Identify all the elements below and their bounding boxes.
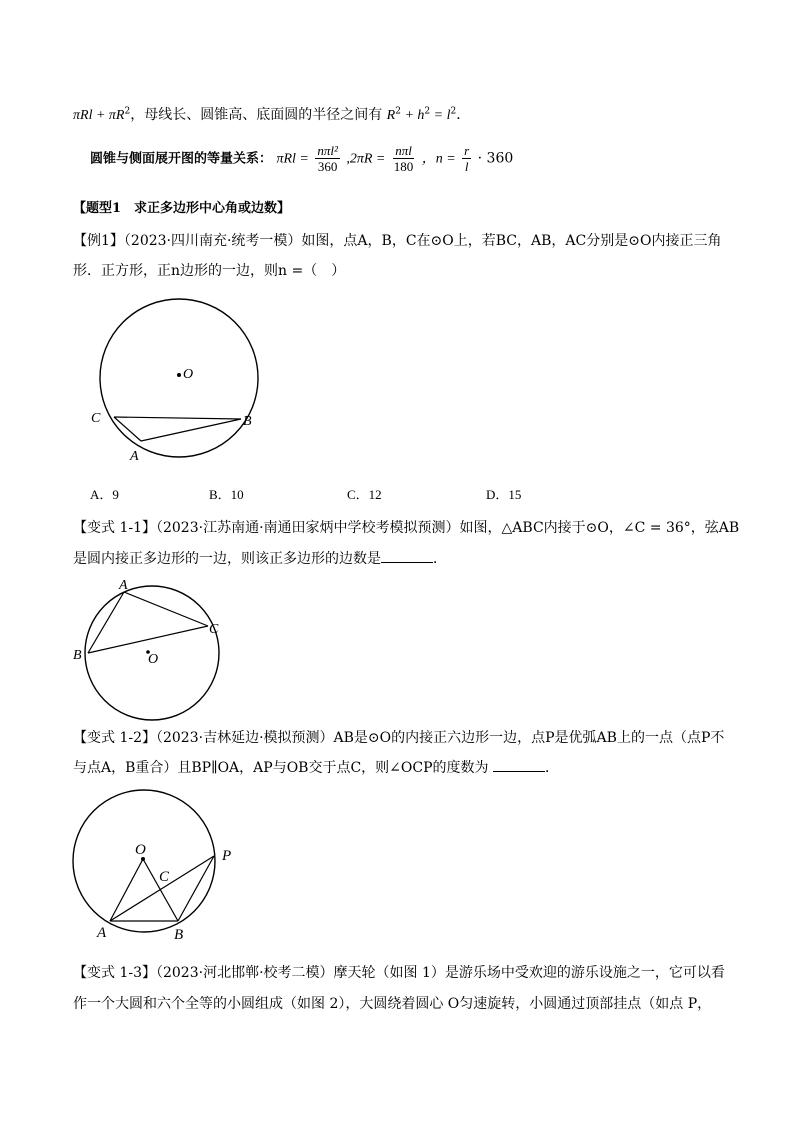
segment-bp (178, 856, 214, 921)
variant2-figure (58, 778, 258, 948)
variant2-line1: 【变式 1-2】（2023·吉林延边·模拟预测）AB是⊙O的内接正六边形一边，点P是优弧AB上的一点（点P不 (73, 730, 725, 746)
answer-blank[interactable] (493, 759, 545, 772)
label-c: C (159, 869, 170, 885)
choice-a[interactable]: A．9 (90, 487, 119, 502)
example1-line2: 形．正方形，正n边形的一边，则n =（ ） (73, 263, 346, 279)
chord-ac (124, 592, 208, 626)
label-b: B (174, 927, 184, 943)
variant2-line2: 与点A，B重合）且BP∥OA，AP与OB交于点C，则∠OCP的度数为 ． (73, 760, 559, 776)
label-o: O (135, 842, 146, 858)
label-p: P (222, 848, 232, 864)
variant3-line2: 作一个大圆和六个全等的小圆组成（如图 2），大圆绕着圆心 O匀速旋转，小圆通过顶部挂点（如点 P， (73, 996, 712, 1012)
fraction: $\frac{\text{nπl²}}{360}$ (317, 143, 338, 174)
section-heading: 【题型1 求正多边形中心角或边数】 (73, 201, 291, 216)
relation-line: 圆锥与侧面展开图的等量关系： πRl = $\frac{\text{nπl²}}{360}$ ,2πR = $\frac{\text{nπl}}{180}$ ，n = $\frac{r}{l}$ · 360 (90, 143, 514, 174)
formula-line: $\pi Rl + \pi R^2$，母线长、圆锥高、底面圆的半径之间有 $R^2 + h^2 = l^2$． (73, 106, 471, 123)
center-point (177, 373, 181, 377)
chord-ab (88, 592, 124, 653)
chord-ab (141, 419, 241, 441)
chord-bc (88, 626, 208, 653)
circle (100, 299, 258, 457)
choice-b[interactable]: B．10 (209, 487, 244, 502)
label-c: C (91, 411, 101, 426)
example1-line1: 【例1】（2023·四川南充·统考一模）如图，点A，B，C在⊙O上，若BC，AB，AC分别是⊙O内接正三角 (73, 233, 722, 249)
label-b: B (243, 414, 252, 429)
chord-cb (114, 417, 241, 419)
label-a: A (119, 578, 128, 593)
label-o: O (148, 652, 159, 667)
label-a: A (97, 925, 107, 941)
fraction: $\frac{r}{l}$ (464, 143, 470, 174)
label-o: O (183, 367, 194, 382)
answer-blank[interactable] (381, 550, 433, 563)
variant1-figure (70, 573, 230, 743)
fraction: $\frac{\text{nπl}}{180}$ (393, 143, 414, 174)
variant1-line2: 是圆内接正多边形的一边，则该正多边形的边数是 ． (73, 551, 447, 567)
example1-figure (88, 288, 288, 488)
variant1-line1: 【变式 1-1】（2023·江苏南通·南通田家炳中学校考模拟预测）如图，△ABC内接于⊙O，∠C = 36°，弦AB (73, 520, 740, 536)
label-a: A (130, 449, 139, 464)
segment-ap (110, 856, 214, 921)
label-c: C (209, 622, 219, 637)
choice-c[interactable]: C．12 (347, 487, 382, 502)
choice-d[interactable]: D．15 (486, 487, 522, 502)
variant3-line1: 【变式 1-3】（2023·河北邯郸·校考二模）摩天轮（如图 1）是游乐场中受欢迎的游乐设施之一，它可以看 (73, 965, 725, 981)
label-b: B (73, 648, 82, 663)
segment-oa (110, 859, 143, 921)
